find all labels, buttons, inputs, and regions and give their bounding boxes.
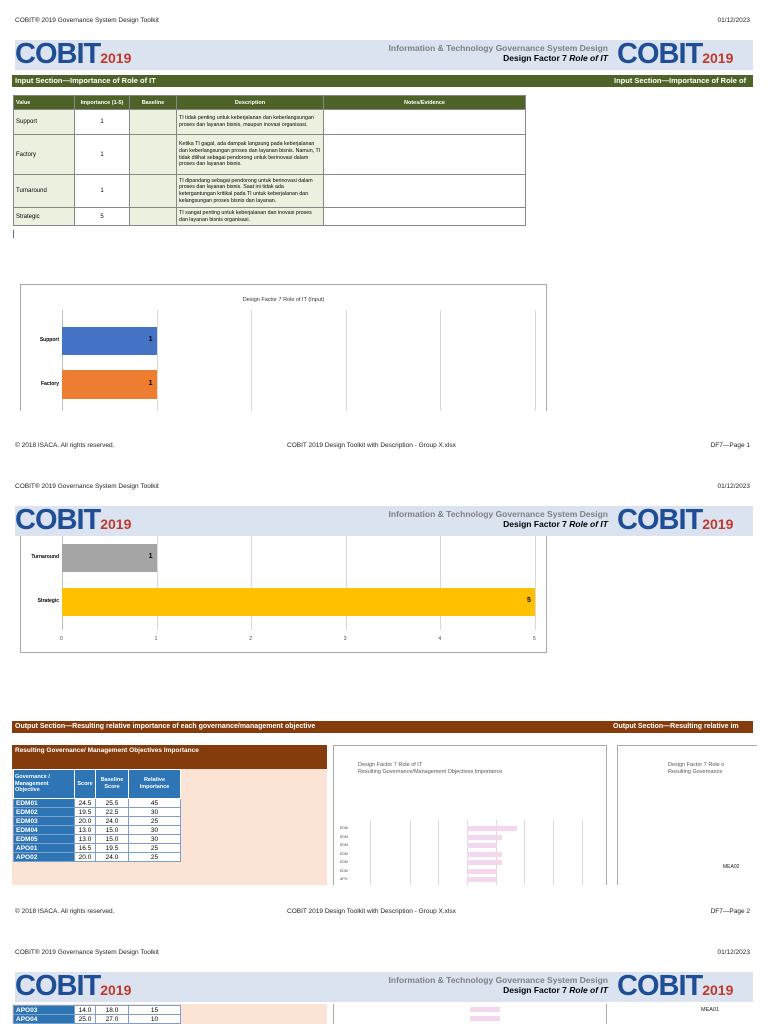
banner-title: Information & Technology Governance System Design xyxy=(388,975,608,985)
chart-gridline xyxy=(370,820,371,885)
score-cell: 13.0 xyxy=(75,835,96,844)
notes-input[interactable] xyxy=(324,110,526,135)
chart-bar xyxy=(467,869,497,874)
banner-subtitle: Design Factor 7 Role of IT xyxy=(503,985,608,995)
table-row xyxy=(14,826,181,835)
value-cell: Strategic xyxy=(14,208,75,226)
chart-data-label: 5 xyxy=(527,597,531,604)
chart-gridline xyxy=(553,820,554,885)
importance-input[interactable]: 1 xyxy=(75,175,130,208)
baseline-score-cell: 24.0 xyxy=(96,853,129,862)
baseline-cell xyxy=(130,135,177,175)
cobit-logo-right: COBIT2019 xyxy=(617,504,734,536)
chart-tick-label: 0 xyxy=(60,636,63,642)
cobit-logo: COBIT2019 xyxy=(15,38,132,70)
objective-cell: APO03 xyxy=(14,1006,75,1015)
page-header-date: 01/12/2023 xyxy=(717,483,750,490)
description-cell: Ketika TI gagal, ada dampak langsung pada keberjalanan dan keberlangsungan proses dan layanan bisnis. Namun, TI tidak dilihat sebagai pendorong untuk berinovasi dalam proses dan layanan bisnis. xyxy=(177,135,324,175)
chart-plot-top xyxy=(39,310,535,411)
chart-tick-label: 4 xyxy=(438,636,442,642)
output-table-cont xyxy=(13,1005,181,1024)
col-header-value: Value xyxy=(14,96,75,110)
importance-input[interactable]: 5 xyxy=(75,208,130,226)
banner-subtitle: Design Factor 7 Role of IT xyxy=(503,519,608,529)
baseline-score-cell: 15.0 xyxy=(96,826,129,835)
chart-category-label: EDM xyxy=(340,851,348,856)
chart-gridline xyxy=(157,310,158,411)
chart-bar xyxy=(470,1007,500,1012)
page-footer-left: © 2018 ISACA. All rights reserved. xyxy=(15,908,115,915)
table-row xyxy=(14,835,181,844)
input-row xyxy=(14,208,526,226)
chart-category-label: EDM xyxy=(340,843,348,847)
chart-bar-factory xyxy=(62,370,157,399)
chart-gridline xyxy=(251,310,252,411)
baseline-cell xyxy=(130,208,177,226)
relative-importance-cell: 10 xyxy=(129,1015,181,1024)
chart-gridline xyxy=(410,820,411,885)
score-cell: 16.5 xyxy=(75,844,96,853)
chart-tick-label: 5 xyxy=(533,636,536,642)
cell-cursor xyxy=(13,230,14,238)
chart-category-label: EDM xyxy=(340,826,348,830)
importance-input[interactable]: 1 xyxy=(75,110,130,135)
chart-bar xyxy=(467,877,497,882)
chart-bar xyxy=(470,1016,500,1021)
input-section-title: Input Section—Importance of Role of IT xyxy=(15,76,156,85)
value-cell: Factory xyxy=(14,135,75,175)
page-header-left: COBIT® 2019 Governance System Design Toolkit xyxy=(15,949,159,956)
relative-importance-cell: 30 xyxy=(129,808,181,817)
relative-importance-cell: 15 xyxy=(129,1006,181,1015)
table-row xyxy=(14,1006,181,1015)
chart-bar-turnaround xyxy=(62,544,157,572)
page-footer-page: DF7—Page 1 xyxy=(710,442,750,449)
chart-category-label: EDM xyxy=(340,860,348,864)
page-header-left: COBIT® 2019 Governance System Design Toolkit xyxy=(15,483,159,490)
chart-category-label: Factory xyxy=(40,380,59,387)
output-table xyxy=(13,769,181,862)
page-footer-file: COBIT 2019 Design Toolkit with Description - Group X.xlsx xyxy=(287,442,456,449)
page-footer-file: COBIT 2019 Design Toolkit with Description - Group X.xlsx xyxy=(287,908,456,915)
relative-importance-cell: 25 xyxy=(129,844,181,853)
score-cell: 14.0 xyxy=(75,1006,96,1015)
relative-importance-cell: 30 xyxy=(129,826,181,835)
chart-category-label: APO xyxy=(340,877,348,881)
baseline-score-cell: 22.5 xyxy=(96,808,129,817)
cobit-logo-right: COBIT2019 xyxy=(617,38,734,70)
chart-tick-label: 2 xyxy=(249,636,252,642)
cobit-logo: COBIT2019 xyxy=(15,504,132,536)
output-section-bar-right: Output Section—Resulting relative im xyxy=(610,721,753,733)
chart-title: Design Factor 7 Role of IT (Input) xyxy=(242,297,325,303)
baseline-score-cell: 18.0 xyxy=(96,1006,129,1015)
chart-gridline xyxy=(535,536,536,630)
objective-cell: APO04 xyxy=(14,1015,75,1024)
chart-bar-support xyxy=(62,327,157,355)
chart-bar xyxy=(467,835,502,840)
description-cell: TI tidak penting untuk keberjalanan dan keberlangsungan proses dan layanan bisnis, maupun inovasi organisasi. xyxy=(177,110,324,135)
chart-data-label: 1 xyxy=(148,336,153,343)
table-row xyxy=(14,817,181,826)
col-header-baseline: Baseline xyxy=(130,96,177,110)
output-section-title: Output Section—Resulting relative importance of each governance/management objective xyxy=(15,723,316,730)
objective-cell: APO02 xyxy=(14,853,75,862)
chart-gridline xyxy=(438,820,439,885)
input-row xyxy=(14,135,526,175)
objective-label: MEA02 xyxy=(723,864,740,870)
objective-cell: EDM01 xyxy=(14,799,75,808)
relative-importance-cell: 45 xyxy=(129,799,181,808)
objective-cell: APO01 xyxy=(14,844,75,853)
chart-gridline xyxy=(524,820,525,885)
chart-category-label: Strategic xyxy=(37,598,59,604)
baseline-cell xyxy=(130,110,177,135)
objective-cell: EDM05 xyxy=(14,835,75,844)
chart-tick-label: 1 xyxy=(154,636,158,642)
relative-importance-cell: 25 xyxy=(129,817,181,826)
col-header-notes: Notes/Evidence xyxy=(324,96,526,110)
score-cell: 13.0 xyxy=(75,826,96,835)
objective-label: MEA01 xyxy=(701,1007,720,1013)
score-cell: 24.5 xyxy=(75,799,96,808)
score-cell: 20.0 xyxy=(75,817,96,826)
score-cell: 19.5 xyxy=(75,808,96,817)
cobit-logo-right: COBIT2019 xyxy=(617,970,734,1002)
table-row xyxy=(14,853,181,862)
input-table xyxy=(13,95,526,226)
value-cell: Turnaround xyxy=(14,175,75,208)
chart-category-label: EDM xyxy=(340,868,348,873)
chart-bar xyxy=(467,826,517,831)
input-row xyxy=(14,175,526,208)
score-cell: 20.0 xyxy=(75,853,96,862)
notes-input[interactable] xyxy=(324,175,526,208)
description-cell: TI sangat penting untuk keberjalanan dan inovasi proses dan layanan bisnis organisasi. xyxy=(177,208,324,226)
notes-input[interactable] xyxy=(324,135,526,175)
table-row xyxy=(14,1015,181,1024)
importance-input[interactable]: 1 xyxy=(75,135,130,175)
description-cell: TI dipandang sebagai pendorong untuk berinovasi dalam proses dan layanan bisnis. Saat ini tidak ada ketergantungan kritikal pada TI untuk keberjalanan dan kelangsungan proses bisnis dan layanan. xyxy=(177,175,324,208)
chart-bar xyxy=(467,852,502,857)
output-chart-title: Design Factor 7 Role of IT Resulting Governance/Management Objectives Importance xyxy=(358,762,503,776)
value-cell: Support xyxy=(14,110,75,135)
score-cell: 25.0 xyxy=(75,1015,96,1024)
baseline-score-cell: 15.0 xyxy=(96,835,129,844)
output-chart-cont xyxy=(333,1004,607,1024)
banner-title: Information & Technology Governance System Design xyxy=(388,43,608,53)
col-header-score: Score xyxy=(75,770,96,799)
banner-title: Information & Technology Governance System Design xyxy=(388,509,608,519)
relative-importance-cell: 30 xyxy=(129,835,181,844)
baseline-score-cell: 25.5 xyxy=(96,799,129,808)
table-row xyxy=(14,844,181,853)
col-header-baseline-score: Baseline Score xyxy=(96,770,129,799)
cobit-logo: COBIT2019 xyxy=(15,970,132,1002)
chart-gridline xyxy=(440,310,441,411)
col-header-objective: Governance / Management Objective xyxy=(14,770,75,799)
banner-subtitle: Design Factor 7 Role of IT xyxy=(503,53,608,63)
table-row xyxy=(14,808,181,817)
baseline-score-cell: 19.5 xyxy=(96,844,129,853)
chart-category-label: Turnaround xyxy=(31,554,59,560)
input-section-bar-right: Input Section—Importance of Role of xyxy=(612,75,753,87)
col-header-importance: Importance (1-5) xyxy=(75,96,130,110)
table-row xyxy=(14,799,181,808)
chart-gridline xyxy=(535,310,536,411)
input-row xyxy=(14,110,526,135)
chart-bar-strategic xyxy=(62,588,535,616)
chart-gridline xyxy=(346,310,347,411)
objective-cell: EDM02 xyxy=(14,808,75,817)
objective-cell: EDM04 xyxy=(14,826,75,835)
baseline-score-cell: 24.0 xyxy=(96,817,129,826)
page-header-date: 01/12/2023 xyxy=(717,17,750,24)
chart-category-label: Support xyxy=(39,337,59,343)
page-footer-left: © 2018 ISACA. All rights reserved. xyxy=(15,442,115,449)
chart-category-label: EDM xyxy=(340,834,348,839)
chart-data-label: 1 xyxy=(148,553,153,560)
output-chart-right: Design Factor 7 Role o Resulting Governance MEA02 xyxy=(617,745,757,885)
relative-importance-cell: 25 xyxy=(129,853,181,862)
chart-bar xyxy=(467,843,497,848)
page-header-date: 01/12/2023 xyxy=(717,949,750,956)
baseline-score-cell: 27.0 xyxy=(96,1015,129,1024)
objective-cell: EDM03 xyxy=(14,817,75,826)
chart-gridline xyxy=(582,820,583,885)
page-footer-page: DF7—Page 2 xyxy=(710,908,750,915)
col-header-relative-importance: Relative Importance xyxy=(129,770,181,799)
col-header-description: Description xyxy=(177,96,324,110)
notes-input[interactable] xyxy=(324,208,526,226)
chart-plot-bottom xyxy=(31,536,536,642)
output-chart-plot xyxy=(340,820,600,885)
chart-bar xyxy=(467,860,502,865)
page-header-left: COBIT® 2019 Governance System Design Toolkit xyxy=(15,17,159,24)
chart-tick-label: 3 xyxy=(343,636,347,642)
output-panel-title: Resulting Governance/ Management Objectives Importance xyxy=(12,745,327,769)
chart-data-label: 1 xyxy=(148,379,153,387)
baseline-cell xyxy=(130,175,177,208)
